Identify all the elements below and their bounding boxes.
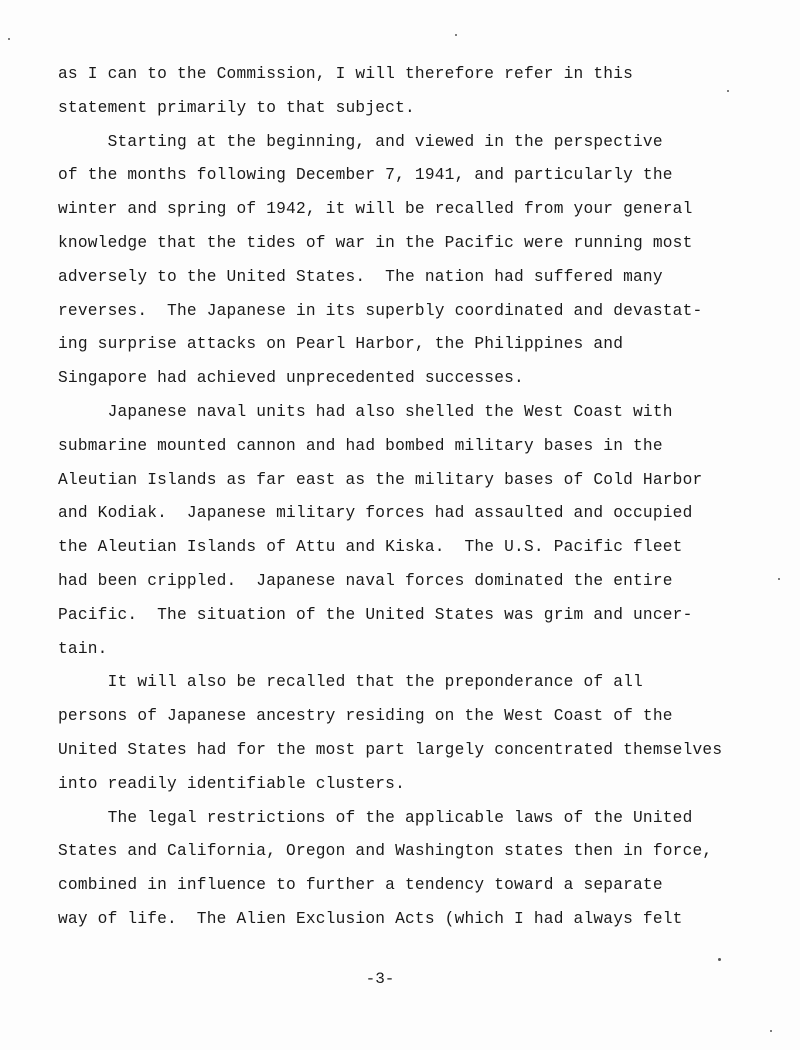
text-line: submarine mounted cannon and had bombed military bases in the <box>58 436 663 455</box>
text-line: Starting at the beginning, and viewed in the perspective <box>58 132 663 151</box>
text-line: reverses. The Japanese in its superbly coordinated and devastat- <box>58 301 703 320</box>
scan-speck <box>727 90 729 92</box>
statement-body <box>58 58 758 937</box>
text-line: of the months following December 7, 1941, and particularly the <box>58 166 673 185</box>
text-line: statement primarily to that subject. <box>58 98 415 117</box>
text-line: winter and spring of 1942, it will be recalled from your general <box>58 200 693 219</box>
text-line: Japanese naval units had also shelled the West Coast with <box>58 402 673 421</box>
text-line: way of life. The Alien Exclusion Acts (which I had always felt <box>58 909 683 928</box>
text-line: United States had for the most part largely concentrated themselves <box>58 740 723 759</box>
page-number: -3- <box>365 970 395 988</box>
text-line: Aleutian Islands as far east as the military bases of Cold Harbor <box>58 470 703 489</box>
text-line: had been crippled. Japanese naval forces dominated the entire <box>58 571 673 590</box>
text-line: ing surprise attacks on Pearl Harbor, the Philippines and <box>58 335 624 354</box>
text-line: as I can to the Commission, I will therefore refer in this <box>58 65 634 83</box>
scan-speck <box>718 958 721 961</box>
scan-speck <box>778 578 780 580</box>
text-line: States and California, Oregon and Washington states then in force, <box>58 842 713 861</box>
text-line: The legal restrictions of the applicable laws of the United <box>58 808 693 827</box>
text-line: Singapore had achieved unprecedented successes. <box>58 369 524 388</box>
text-line: adversely to the United States. The nation had suffered many <box>58 267 663 286</box>
text-line: into readily identifiable clusters. <box>58 774 405 793</box>
scan-speck <box>8 38 10 40</box>
text-line: Pacific. The situation of the United States was grim and uncer- <box>58 605 693 624</box>
text-line: the Aleutian Islands of Attu and Kiska. The U.S. Pacific fleet <box>58 538 683 557</box>
text-line: persons of Japanese ancestry residing on the West Coast of the <box>58 707 673 726</box>
text-line: It will also be recalled that the preponderance of all <box>58 673 643 692</box>
text-line: knowledge that the tides of war in the Pacific were running most <box>58 233 693 252</box>
text-line: tain. <box>58 639 108 658</box>
text-line: combined in influence to further a tendency toward a separate <box>58 876 663 895</box>
text-line: and Kodiak. Japanese military forces had assaulted and occupied <box>58 504 693 523</box>
scan-speck <box>770 1030 772 1032</box>
scan-speck <box>455 34 457 36</box>
